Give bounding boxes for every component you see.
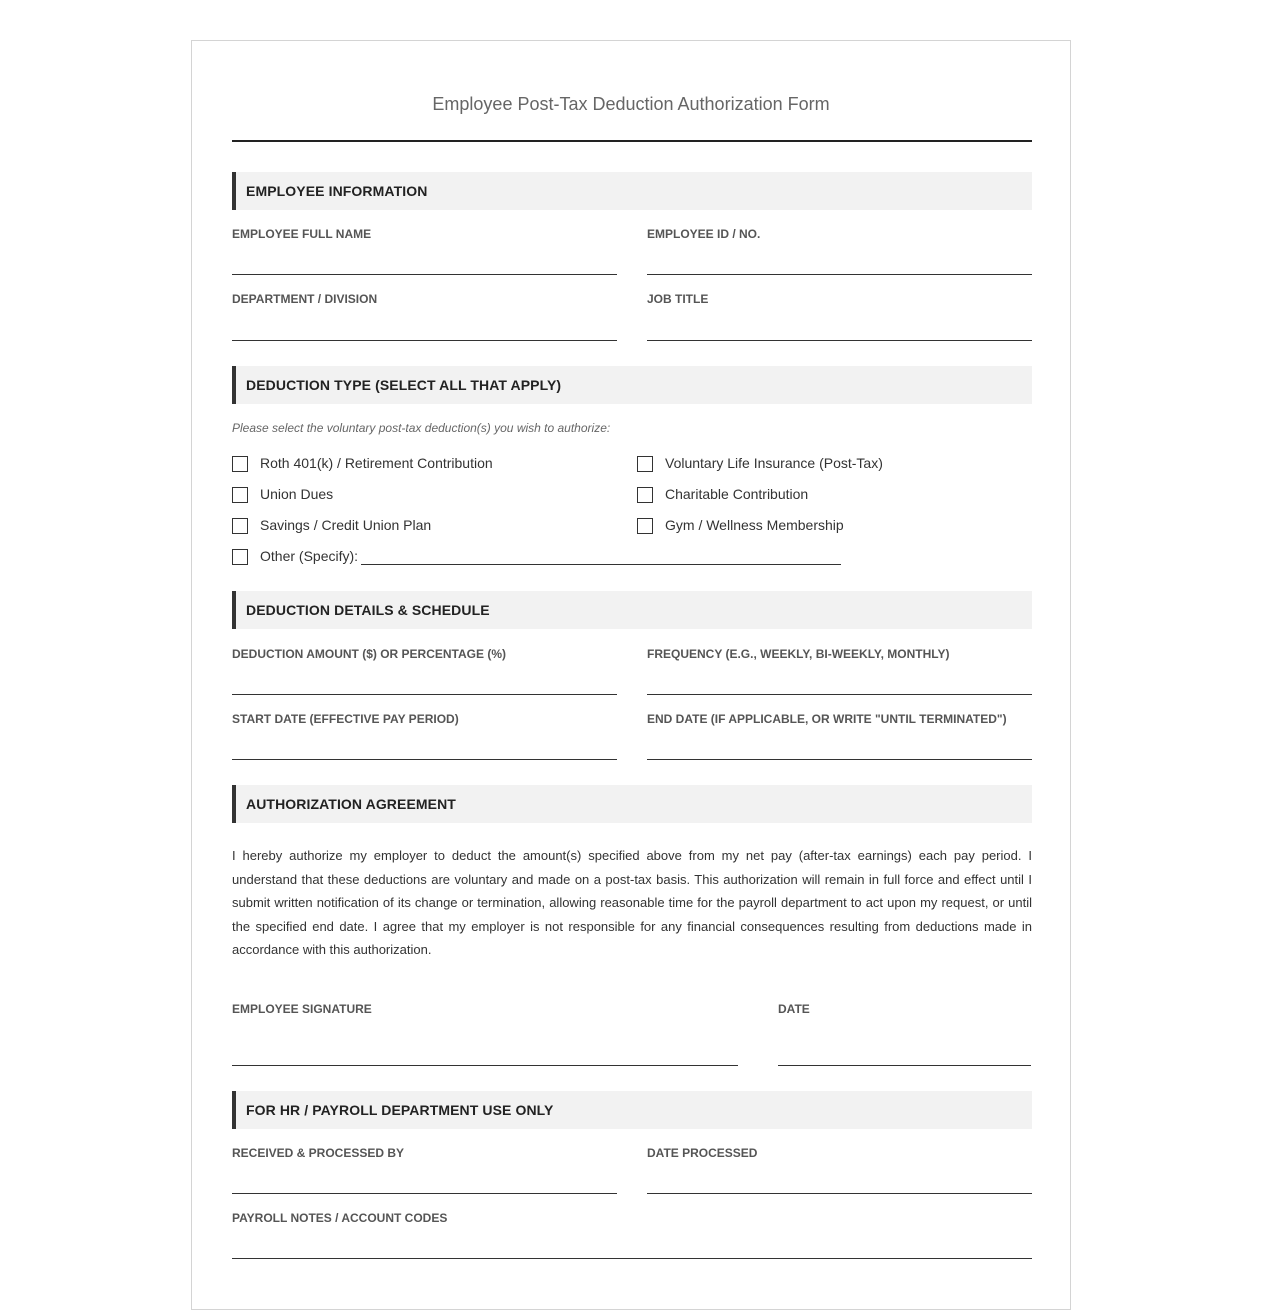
date-processed-field[interactable] — [647, 1193, 1032, 1194]
start-date-field[interactable] — [232, 759, 617, 760]
roth-401k-checkbox[interactable] — [232, 456, 248, 472]
section-header-deduction-details — [232, 591, 1032, 629]
form-page — [191, 40, 1071, 1310]
end-date-field[interactable] — [647, 759, 1032, 760]
section-title: EMPLOYEE INFORMATION — [246, 183, 428, 199]
start-date-label: START DATE (EFFECTIVE PAY PERIOD) — [232, 712, 459, 726]
employee-full-name-label: EMPLOYEE FULL NAME — [232, 227, 372, 241]
section-header-employee-information — [232, 172, 1032, 210]
section-title: DEDUCTION TYPE (SELECT ALL THAT APPLY) — [246, 377, 562, 393]
life-insurance-checkbox[interactable] — [637, 456, 653, 472]
savings-checkbox[interactable] — [232, 518, 248, 534]
authorization-text: I hereby authorize my employer to deduct the amount(s) specified above from my net pay (after-tax earnings) each pay period. I understand that these deductions are voluntary and made on a post-tax basis. This authorization will remain in full force and effect until I submit written notification of its change or termination, allowing reasonable time for the payroll department to act upon my request, or until the specified end date. I agree that my employer is not responsible for any financial consequences resulting from deductions made in accordance with this authorization. — [232, 848, 1032, 957]
charitable-checkbox[interactable] — [637, 487, 653, 503]
employee-id-field[interactable] — [647, 274, 1032, 275]
savings-label: Savings / Credit Union Plan — [260, 517, 432, 533]
section-title: DEDUCTION DETAILS & SCHEDULE — [246, 602, 490, 618]
section-header-authorization — [232, 785, 1032, 823]
frequency-label: FREQUENCY (E.G., WEEKLY, BI-WEEKLY, MONTHLY) — [647, 647, 950, 661]
section-title: AUTHORIZATION AGREEMENT — [246, 796, 456, 812]
received-by-field[interactable] — [232, 1193, 617, 1194]
gym-label: Gym / Wellness Membership — [665, 517, 844, 533]
end-date-label: END DATE (IF APPLICABLE, OR WRITE "UNTIL TERMINATED") — [647, 712, 1007, 726]
employee-signature-field[interactable] — [232, 1065, 738, 1066]
gym-checkbox[interactable] — [637, 518, 653, 534]
department-label: DEPARTMENT / DIVISION — [232, 292, 378, 306]
union-dues-checkbox[interactable] — [232, 487, 248, 503]
section-header-hr-use — [232, 1091, 1032, 1129]
roth-401k-label: Roth 401(k) / Retirement Contribution — [260, 455, 493, 471]
charitable-label: Charitable Contribution — [665, 486, 809, 502]
payroll-notes-label: PAYROLL NOTES / ACCOUNT CODES — [232, 1211, 448, 1225]
title-divider — [232, 140, 1032, 142]
deduction-amount-field[interactable] — [232, 694, 617, 695]
section-title: FOR HR / PAYROLL DEPARTMENT USE ONLY — [246, 1102, 554, 1118]
life-insurance-label: Voluntary Life Insurance (Post-Tax) — [665, 455, 883, 471]
deduction-instruction: Please select the voluntary post-tax deduction(s) you wish to authorize: — [232, 421, 611, 435]
other-label: Other (Specify): — [260, 548, 359, 564]
job-title-field[interactable] — [647, 340, 1032, 341]
signature-date-label: DATE — [778, 1002, 810, 1016]
date-processed-label: DATE PROCESSED — [647, 1146, 758, 1160]
employee-signature-label: EMPLOYEE SIGNATURE — [232, 1002, 372, 1016]
employee-full-name-field[interactable] — [232, 274, 617, 275]
signature-date-field[interactable] — [778, 1065, 1031, 1066]
received-by-label: RECEIVED & PROCESSED BY — [232, 1146, 405, 1160]
department-field[interactable] — [232, 340, 617, 341]
payroll-notes-field[interactable] — [232, 1258, 1032, 1259]
union-dues-label: Union Dues — [260, 486, 334, 502]
form-title: Employee Post-Tax Deduction Authorization Form — [432, 94, 830, 114]
frequency-field[interactable] — [647, 694, 1032, 695]
deduction-amount-label: DEDUCTION AMOUNT ($) OR PERCENTAGE (%) — [232, 647, 506, 661]
job-title-label: JOB TITLE — [647, 292, 709, 306]
section-header-deduction-type — [232, 366, 1032, 404]
other-checkbox[interactable] — [232, 549, 248, 565]
employee-id-label: EMPLOYEE ID / NO. — [647, 227, 761, 241]
other-specify-field[interactable] — [361, 564, 841, 565]
